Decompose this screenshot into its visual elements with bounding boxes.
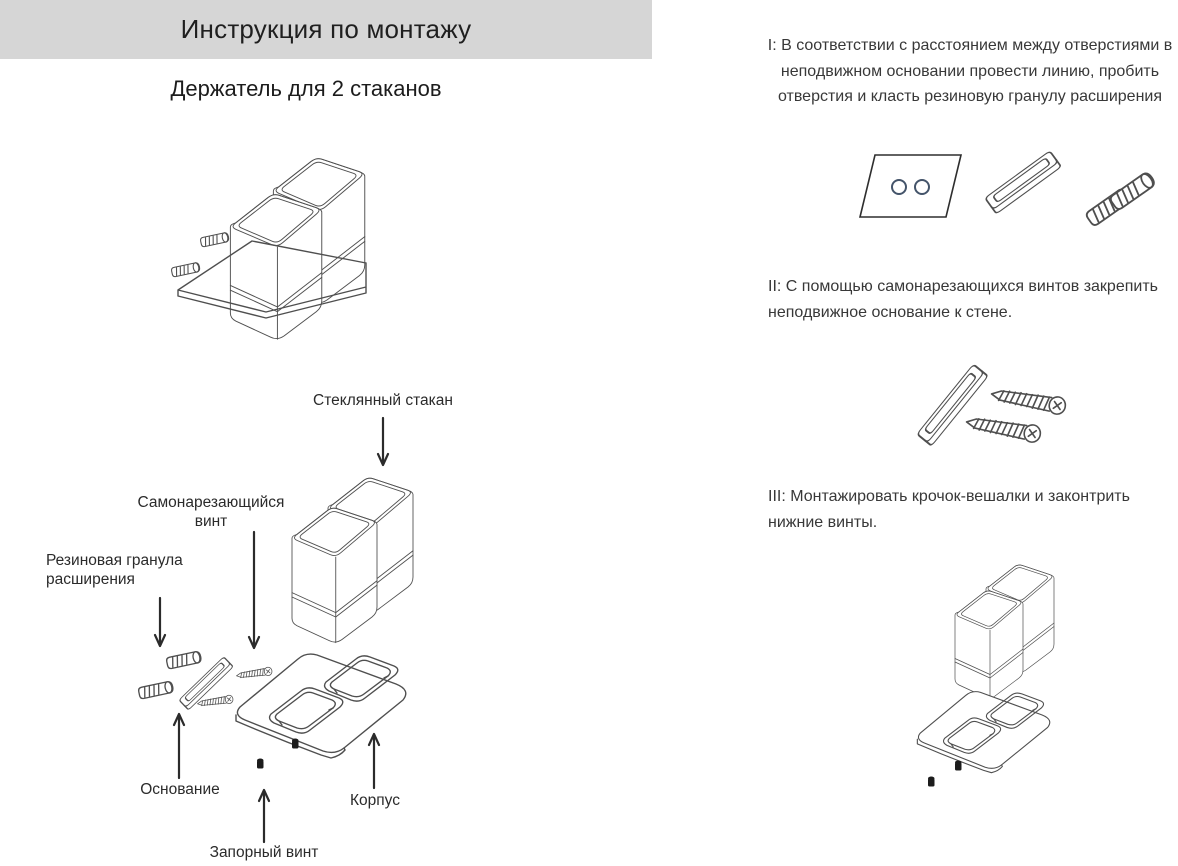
tapping-screw-drawing: [990, 385, 1067, 415]
label-rubber-granule: Резиновая гранула расширения: [46, 552, 183, 588]
body-tray-drawing: [236, 654, 406, 758]
wall-surface-drawing: [860, 155, 961, 217]
page-title: Инструкция по монтажу: [180, 14, 472, 44]
rubber-anchor-drawing: [166, 651, 202, 669]
product-subtitle: Держатель для 2 стаканов: [170, 76, 442, 101]
label-glass-cup: Стеклянный стакан: [313, 392, 453, 409]
label-body: Корпус: [350, 792, 400, 809]
step-2: [768, 274, 1178, 325]
glass-cup-drawing: [292, 508, 377, 642]
tapping-screw-drawing: [965, 413, 1042, 443]
step-3-text: III: Монтажировать крочок-вешалки и законтрить нижние винты.: [768, 488, 1130, 531]
locking-screw-drawing: [292, 739, 299, 749]
step-3: [768, 484, 1178, 535]
step-1-drawing: [845, 140, 1175, 255]
exploded-view-drawing: [30, 390, 500, 866]
locking-screw-drawing: [955, 761, 962, 771]
wall-stud: [200, 232, 229, 247]
step-1: [764, 33, 1176, 110]
base-bracket-drawing: [917, 364, 988, 445]
base-bracket-drawing: [985, 151, 1061, 214]
step-2-drawing: [895, 350, 1125, 470]
step-2-text: II: С помощью самонарезающихся винтов закрепить неподвижное основание к стене.: [768, 278, 1158, 321]
label-locking-screw: Запорный винт: [209, 844, 319, 861]
rubber-anchor-drawing: [138, 681, 174, 699]
step-1-text: I: В соответствии с расстоянием между отверстиями в неподвижном основании провести линию, пробить отверстия и класть резиновую гранулу расширения: [767, 37, 1173, 106]
tapping-screw-drawing: [236, 667, 273, 680]
label-self-tapping-screw: Самонарезающийся винт: [137, 494, 285, 530]
wall-stud: [171, 262, 200, 277]
title-banner: [0, 0, 652, 59]
step-3-drawing: [885, 550, 1145, 815]
assembled-holder-drawing: [140, 128, 470, 376]
glass-cup-drawing: [955, 591, 1023, 699]
body-tray-drawing: [917, 692, 1049, 773]
locking-screw-drawing: [928, 777, 935, 787]
label-base: Основание: [140, 781, 220, 798]
rubber-anchor-drawing: [1109, 171, 1156, 211]
locking-screw-drawing: [257, 759, 264, 769]
